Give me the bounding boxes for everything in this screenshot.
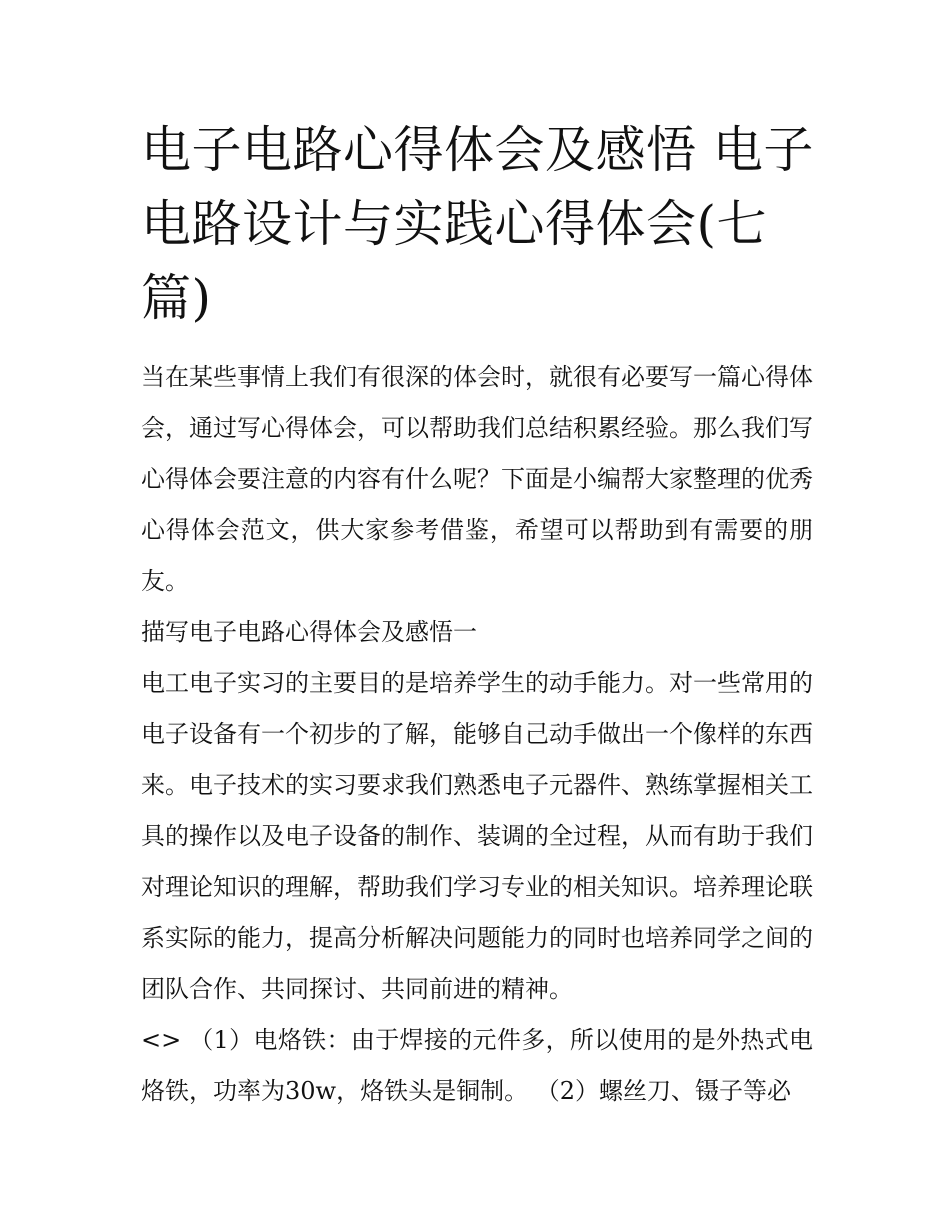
section-heading: 描写电子电路心得体会及感悟一 bbox=[141, 618, 477, 646]
tools-paragraph: <> （1）电烙铁：由于焊接的元件多，所以使用的是外热式电烙铁，功率为30w，烙铁头是铜制。 （2）螺丝刀、镊子等必 bbox=[141, 1026, 813, 1105]
document-title: 电子电路心得体会及感悟 电子电路设计与实践心得体会(七篇) bbox=[141, 121, 814, 327]
document-body bbox=[141, 352, 813, 1117]
intro-paragraph: 当在某些事情上我们有很深的体会时，就很有必要写一篇心得体会，通过写心得体会，可以帮助我们总结积累经验。那么我们写心得体会要注意的内容有什么呢？下面是小编帮大家整理的优秀心得体会范文，供大家参考借鉴，希望可以帮助到有需要的朋友。 bbox=[141, 363, 813, 595]
body-paragraph: 电工电子实习的主要目的是培养学生的动手能力。对一些常用的电子设备有一个初步的了解，能够自己动手做出一个像样的东西来。电子技术的实习要求我们熟悉电子元器件、熟练掌握相关工具的操作以及电子设备的制作、装调的全过程，从而有助于我们对理论知识的理解，帮助我们学习专业的相关知识。培养理论联系实际的能力，提高分析解决问题能力的同时也培养同学之间的团队合作、共同探讨、共同前进的精神。 bbox=[141, 669, 813, 1003]
